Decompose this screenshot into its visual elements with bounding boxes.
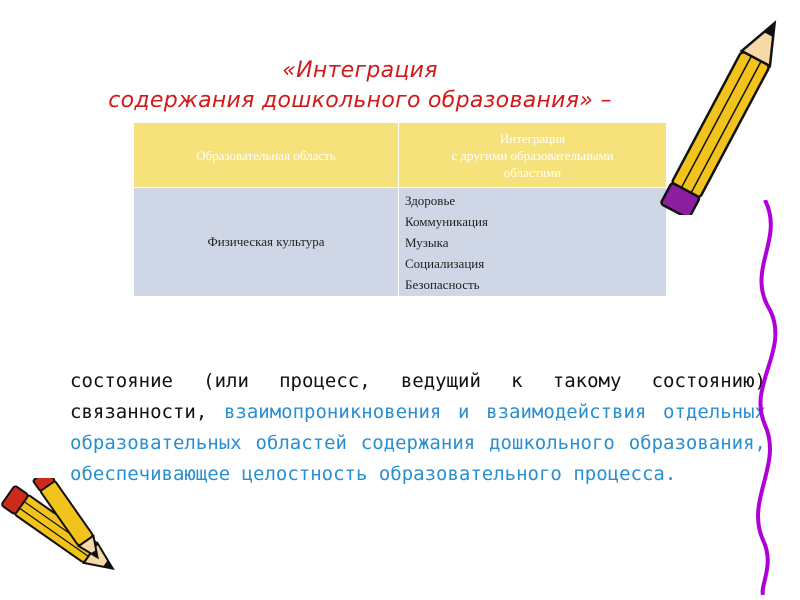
pencil-icon-top-right — [660, 0, 800, 215]
squiggle-line-right — [735, 200, 795, 595]
header-right-line: с другими образовательными — [451, 147, 614, 163]
integration-table — [133, 122, 667, 297]
definition-part-black: состояние (или процесс, ведущий к такому состоянию) связанности, — [70, 370, 766, 423]
list-item: Здоровье — [405, 192, 456, 208]
table-header-row — [134, 123, 667, 188]
list-item: Музыка — [405, 234, 449, 250]
list-item: Социализация — [405, 255, 485, 271]
table-cell-area: Физическая культура — [134, 188, 399, 297]
table-header-right — [399, 123, 667, 188]
list-item: Безопасность — [405, 276, 480, 292]
table-row — [134, 188, 667, 297]
header-right-line: областями — [503, 164, 562, 180]
definition-part-blue: взаимопроникновения и взаимодействия отдельных образовательных областей содержания дошкольного образования, обеспечивающее целостность образовательного процесса. — [70, 401, 766, 485]
header-right-line: Интеграция — [499, 130, 566, 146]
table-header-left: Образовательная область — [134, 123, 399, 188]
definition-text — [70, 366, 766, 490]
slide-title — [60, 56, 660, 116]
title-line-1: «Интеграция — [282, 58, 438, 83]
table-cell-integrations — [399, 188, 667, 297]
pencil-icon-bottom-left — [0, 478, 130, 596]
title-line-2: содержания дошкольного образования» – — [108, 88, 612, 113]
list-item: Коммуникация — [405, 213, 488, 229]
